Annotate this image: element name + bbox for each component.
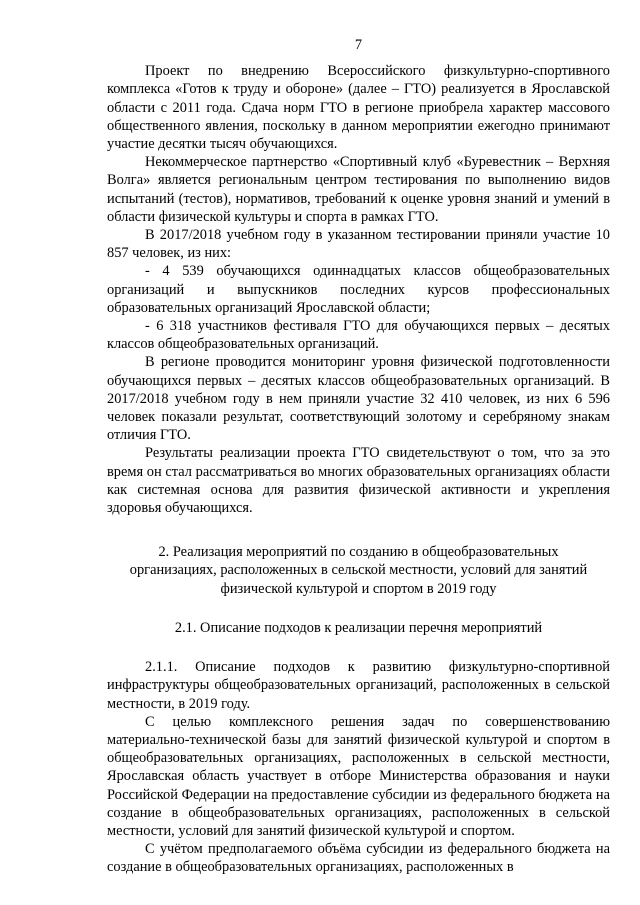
paragraph-approaches: 2.1.1. Описание подходов к развитию физкультурно-спортивной инфраструктуры общеобразовательных организаций, расположенных в сельской местности, в 2019 году. bbox=[107, 659, 610, 712]
paragraph-subsidy-selection: С целью комплексного решения задач по совершенствованию материально-технической базы для занятий физической культурой и спортом в общеобразовательных организациях, расположенных в сельской местности, Ярославская область участвует в отборе Министерства образования и науки Российской Федерации на предоставление субсидии из федерального бюджета на создание в общеобразовательных организациях, расположенных в сельской местности, условий для занятий физической культурой и спортом. bbox=[107, 713, 610, 839]
paragraph-subsidy-volume: С учётом предполагаемого объёма субсидии из федерального бюджета на создание в общеобразовательных организациях, расположенных в bbox=[107, 841, 610, 876]
paragraph-gto-project: Проект по внедрению Всероссийского физкультурно-спортивного комплекса «Готов к труду и обороне» (далее – ГТО) реализуется в Ярославской области с 2011 года. Сдача норм ГТО в регионе приобрела характер массового общественного явления, поскольку в данном мероприятии ежегодно принимают участие десятки тысяч обучающихся. bbox=[107, 63, 610, 153]
section-heading-line-2: организациях, расположенных в сельской местности, условий для занятий bbox=[129, 562, 588, 579]
spacer bbox=[107, 598, 610, 619]
spacer bbox=[107, 637, 610, 658]
paragraph-results: Результаты реализации проекта ГТО свидетельствуют о том, что за это время он стал рассматриваться во многих образовательных организациях области как системная основа для развития физической активности и укрепления здоровья обучающихся. bbox=[107, 445, 610, 517]
paragraph-list-item-2: - 6 318 участников фестиваля ГТО для обучающихся первых – десятых классов общеобразовательных организаций. bbox=[107, 318, 610, 353]
subsection-heading: 2.1. Описание подходов к реализации перечня мероприятий bbox=[174, 619, 543, 636]
paragraph-testing-2017: В 2017/2018 учебном году в указанном тестировании приняли участие 10 857 человек, из них: bbox=[107, 227, 610, 262]
section-heading bbox=[107, 543, 610, 598]
paragraph-sports-club: Некоммерческое партнерство «Спортивный клуб «Буревестник – Верхняя Волга» является региональным центром тестирования по выполнению видов испытаний (тестов), нормативов, требований к оценке уровня знаний и умений в области физической культуры и спорта в рамках ГТО. bbox=[107, 154, 610, 225]
spacer bbox=[107, 517, 610, 543]
page-number: 7 bbox=[354, 37, 363, 53]
document-page bbox=[107, 36, 610, 877]
paragraph-monitoring: В регионе проводится мониторинг уровня физической подготовленности обучающихся первых – десятых классов общеобразовательных организаций. В 2017/2018 учебном году в нем приняли участие 32 410 человек, из них 6 596 человек показали результат, соответствующий золотому и серебряному знакам отличия ГТО. bbox=[107, 354, 610, 444]
section-heading-line-1: 2. Реализация мероприятий по созданию в общеобразовательных bbox=[158, 544, 559, 561]
section-heading-line-3: физической культурой и спортом в 2019 году bbox=[220, 580, 497, 597]
paragraph-list-item-1: - 4 539 обучающихся одиннадцатых классов общеобразовательных организаций и выпускников последних курсов профессиональных образовательных организаций Ярославской области; bbox=[107, 263, 610, 316]
